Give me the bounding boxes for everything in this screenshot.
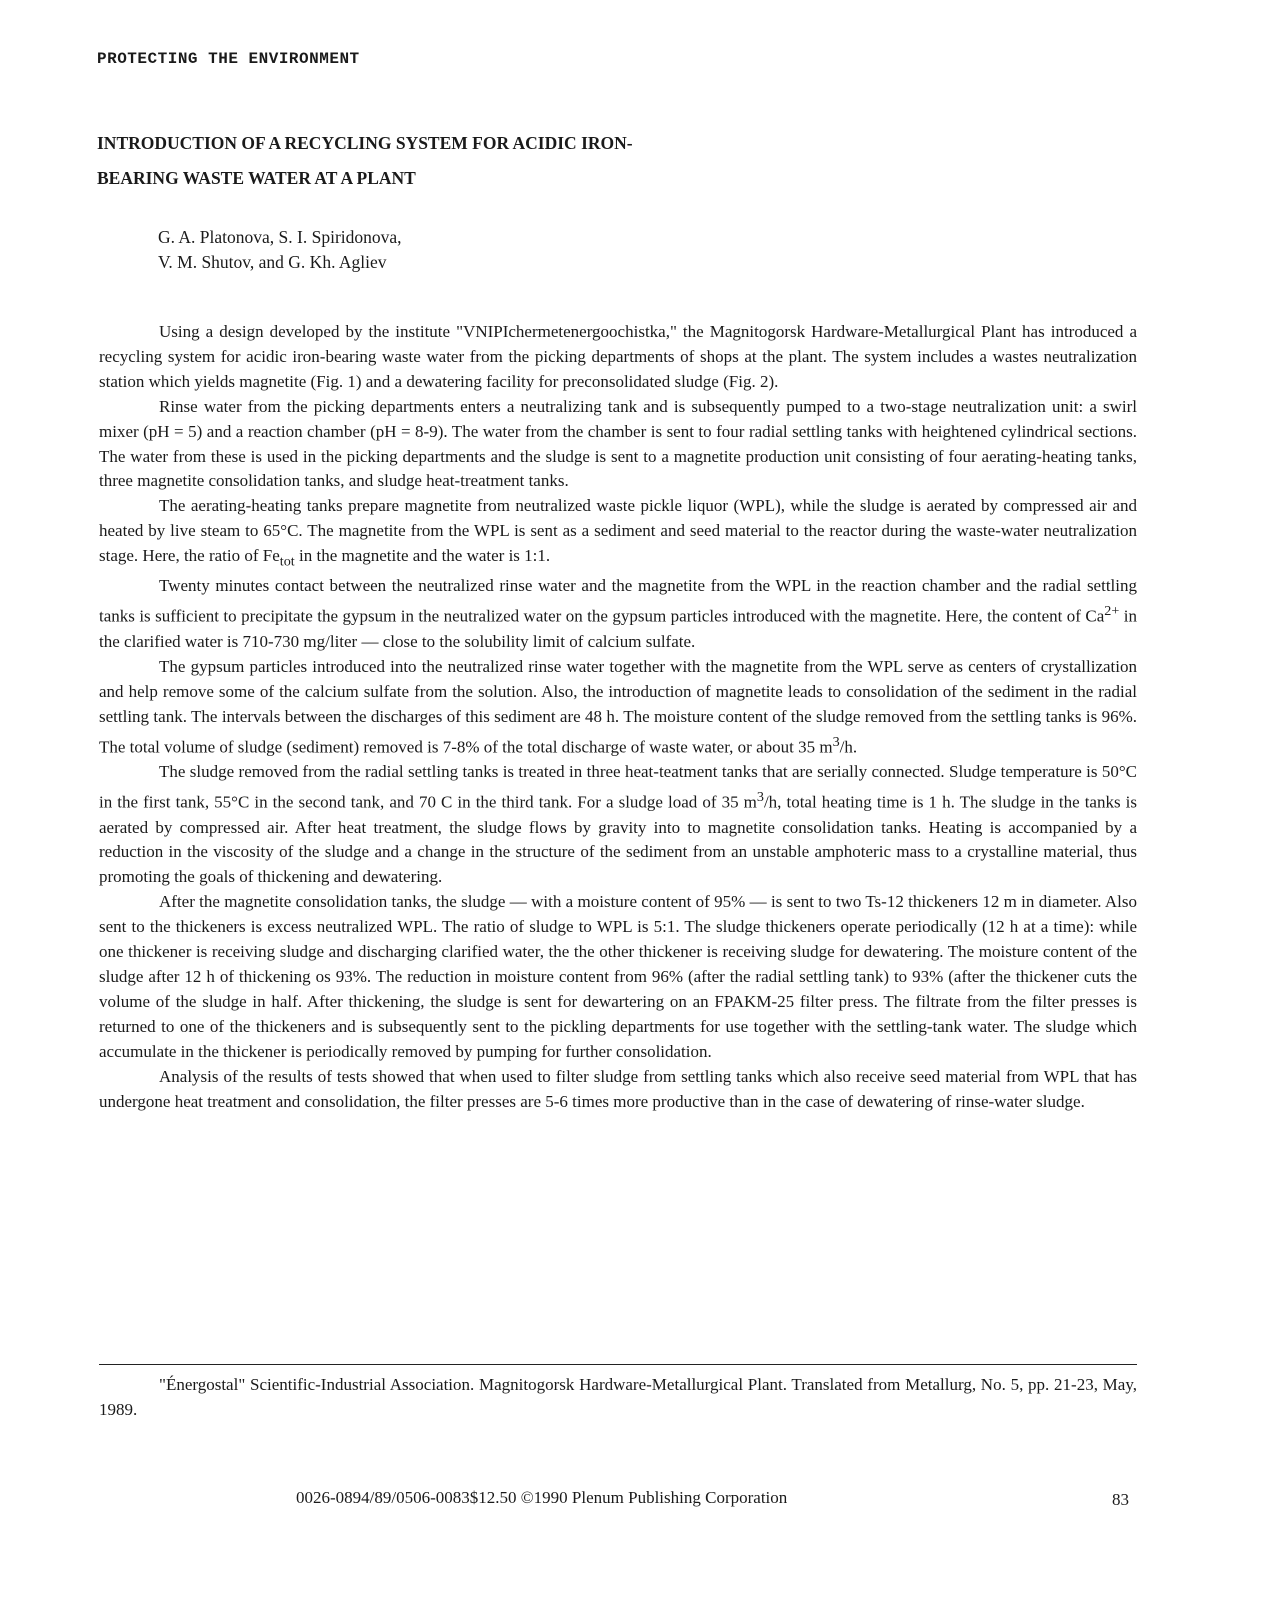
paragraph: The sludge removed from the radial settling tanks is treated in three heat-teatment tanks that are serially connected. Sludge temperature is 50°C in the first tank, 55°C in the second tank, and 70 C in the third tank. For a sludge load of 35 $m^3/h$, total heating time is 1 h. The sludge in the tanks is aerated by compressed air. After heat treatment, the sludge flows by gravity into to magnetite consolidation tanks. Heating is accompanied by a reduction in the viscosity of the sludge and a change in the structure of the sediment from an unstable amphoteric mass to a crystalline material, thus promoting the goals of thickening and dewatering. xyxy=(99,762,1137,887)
paragraph: Analysis of the results of tests showed that when used to filter sludge from settling tanks which also receive seed material from WPL that has undergone heat treatment and consolidation, the filter presses are 5-6 times more productive than in the case of dewatering of rinse-water sludge. xyxy=(99,1066,1137,1111)
paragraph: Using a design developed by the institute "VNIPIchermetenergoochistka," the Magnitogorsk Hardware-Metallurgical Plant has introduced a recycling system for acidic iron-bearing waste water from the picking departments of shops at the plant. The system includes a wastes neutralization station which yields magnetite (Fig. 1) and a dewatering facility for preconsolidated sludge (Fig. 2). xyxy=(99,322,1137,391)
paragraph: Twenty minutes contact between the neutralized rinse water and the magnetite from the WPL in the reaction chamber and the radial settling tanks is sufficient to precipitate the gypsum in the neutralized water on the gypsum particles introduced with the magnetite. Here, the content of $Ca^{2+}$ in the clarified water is 710-730 mg/liter — close to the solubility limit of calcium sulfate. xyxy=(99,576,1137,651)
paragraph: After the magnetite consolidation tanks, the sludge — with a moisture content of 95% — is sent to two Ts-12 thickeners 12 m in diameter. Also sent to the thickeners is excess neutralized WPL. The ratio of sludge to WPL is 5:1. The sludge thickeners operate periodically (12 h at a time): while one thickener is receiving sludge and discharging clarified water, the the other thickener is receiving sludge for dewatering. The moisture content of the sludge after 12 h of thickening os 93%. The reduction in moisture content from 96% (after the radial settling tank) to 93% (after the thickener cuts the volume of the sludge in half. After thickening, the sludge is sent for dewartering on an FPAKM-25 filter press. The filtrate from the filter presses is returned to one of the thickeners and is subsequently sent to the pickling departments for use together with the settling-tank water. The sludge which accumulate in the thickener is periodically removed by pumping for further consolidation. xyxy=(99,892,1137,1061)
section-label: PROTECTING THE ENVIRONMENT xyxy=(97,50,360,68)
article-title xyxy=(97,126,797,196)
article-body xyxy=(99,320,1137,1114)
footnote: "Énergostal" Scientific-Industrial Association. Magnitogorsk Hardware-Metallurgical Plant. Translated from Metallurg, No. 5, pp. 21-23, May, 1989. xyxy=(99,1375,1137,1419)
paragraph: The aerating-heating tanks prepare magnetite from neutralized waste pickle liquor (WPL), while the sludge is aerated by compressed air and heated by live steam to 65°C. The magnetite from the WPL is sent as a sediment and seed material to the reactor during the waste-water neutralization stage. Here, the ratio of $Fe_{tot}$ in the magnetite and the water is 1:1. xyxy=(99,496,1137,570)
title-line: INTRODUCTION OF A RECYCLING SYSTEM FOR ACIDIC IRON- xyxy=(97,133,633,153)
author-list xyxy=(158,225,402,275)
author-line: V. M. Shutov, and G. Kh. Agliev xyxy=(158,252,387,272)
page-number: 83 xyxy=(1112,1490,1129,1509)
author-line: G. A. Platonova, S. I. Spiridonova, xyxy=(158,227,402,247)
title-line: BEARING WASTE WATER AT A PLANT xyxy=(97,168,416,188)
paragraph: Rinse water from the picking departments enters a neutralizing tank and is subsequently pumped to a two-stage neutralization unit: a swirl mixer (pH = 5) and a reaction chamber (pH = 8-9). The water from the chamber is sent to four radial settling tanks with heightened cylindrical sections. The water from these is used in the picking departments and the sludge is sent to a magnetite production unit consisting of four aerating-heating tanks, three magnetite consolidation tanks, and sludge heat-treatment tanks. xyxy=(99,396,1137,491)
paragraph: The gypsum particles introduced into the neutralized rinse water together with the magnetite from the WPL serve as centers of crystallization and help remove some of the calcium sulfate from the solution. Also, the introduction of magnetite leads to consolidation of the sediment in the radial settling tank. The intervals between the discharges of this sediment are 48 h. The moisture content of the sludge removed from the settling tanks is 96%. The total volume of sludge (sediment) removed is 7-8% of the total discharge of waste water, or about 35 $m^3/h$. xyxy=(99,656,1137,757)
copyright-line: 0026-0894/89/0506-0083$12.50 ©1990 Plenum Publishing Corporation xyxy=(296,1488,788,1507)
footnote-divider xyxy=(99,1364,1137,1365)
